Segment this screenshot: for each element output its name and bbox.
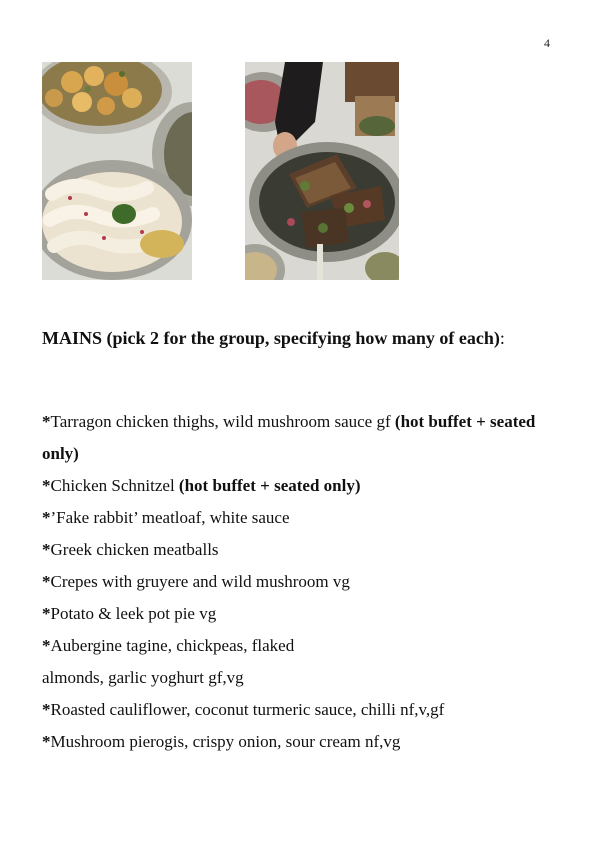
menu-item [42, 502, 557, 534]
food-photo-left [42, 62, 192, 280]
menu-item-asterisk: * [42, 508, 51, 527]
mains-heading-text: MAINS (pick 2 for the group, specifying how many of each) [42, 328, 500, 348]
menu-item-text: Mushroom pierogis, crispy onion, sour cream nf,vg [50, 732, 401, 751]
food-photo-roast-potatoes-icon [42, 62, 192, 280]
menu-item [42, 406, 557, 470]
menu-item-text: Chicken Schnitzel [50, 476, 179, 495]
menu-item [42, 470, 557, 502]
menu-item-text: Crepes with gruyere and wild mushroom vg [50, 572, 350, 591]
menu-item [42, 534, 557, 566]
menu-item-asterisk: * [42, 604, 51, 623]
mains-heading-colon: : [499, 328, 505, 348]
menu-item [42, 630, 557, 662]
page-number: 4 [544, 36, 550, 50]
menu-item-text: Tarragon chicken thighs, wild mushroom sauce gf [50, 412, 395, 431]
menu-item-asterisk: * [42, 572, 51, 591]
menu-item-text: Roasted cauliflower, coconut turmeric sauce, chilli nf,v,gf [50, 700, 445, 719]
menu-item-asterisk: * [42, 540, 51, 559]
menu-item [42, 598, 557, 630]
menu-item-text: Aubergine tagine, chickpeas, flaked [50, 636, 295, 655]
mains-heading [42, 322, 562, 355]
menu-item [42, 726, 557, 758]
menu-item-continuation [42, 662, 557, 694]
menu-item-asterisk: * [42, 636, 51, 655]
menu-item-note: (hot buffet + seated only) [178, 476, 361, 495]
menu-item-asterisk: * [42, 412, 51, 431]
food-photo-right [245, 62, 399, 280]
menu-item-note: (hot buffet + seated only) [42, 412, 536, 463]
mains-menu-list [42, 406, 557, 758]
menu-item-text: almonds, garlic yoghurt gf,vg [42, 668, 244, 687]
menu-item-text: ’Fake rabbit’ meatloaf, white sauce [50, 508, 290, 527]
menu-item-asterisk: * [42, 476, 51, 495]
menu-item-asterisk: * [42, 700, 51, 719]
food-photo-sandwiches-icon [245, 62, 399, 280]
menu-item-asterisk: * [42, 732, 51, 751]
menu-item [42, 566, 557, 598]
menu-item-text: Greek chicken meatballs [50, 540, 219, 559]
menu-item-text: Potato & leek pot pie vg [50, 604, 217, 623]
menu-item [42, 694, 557, 726]
